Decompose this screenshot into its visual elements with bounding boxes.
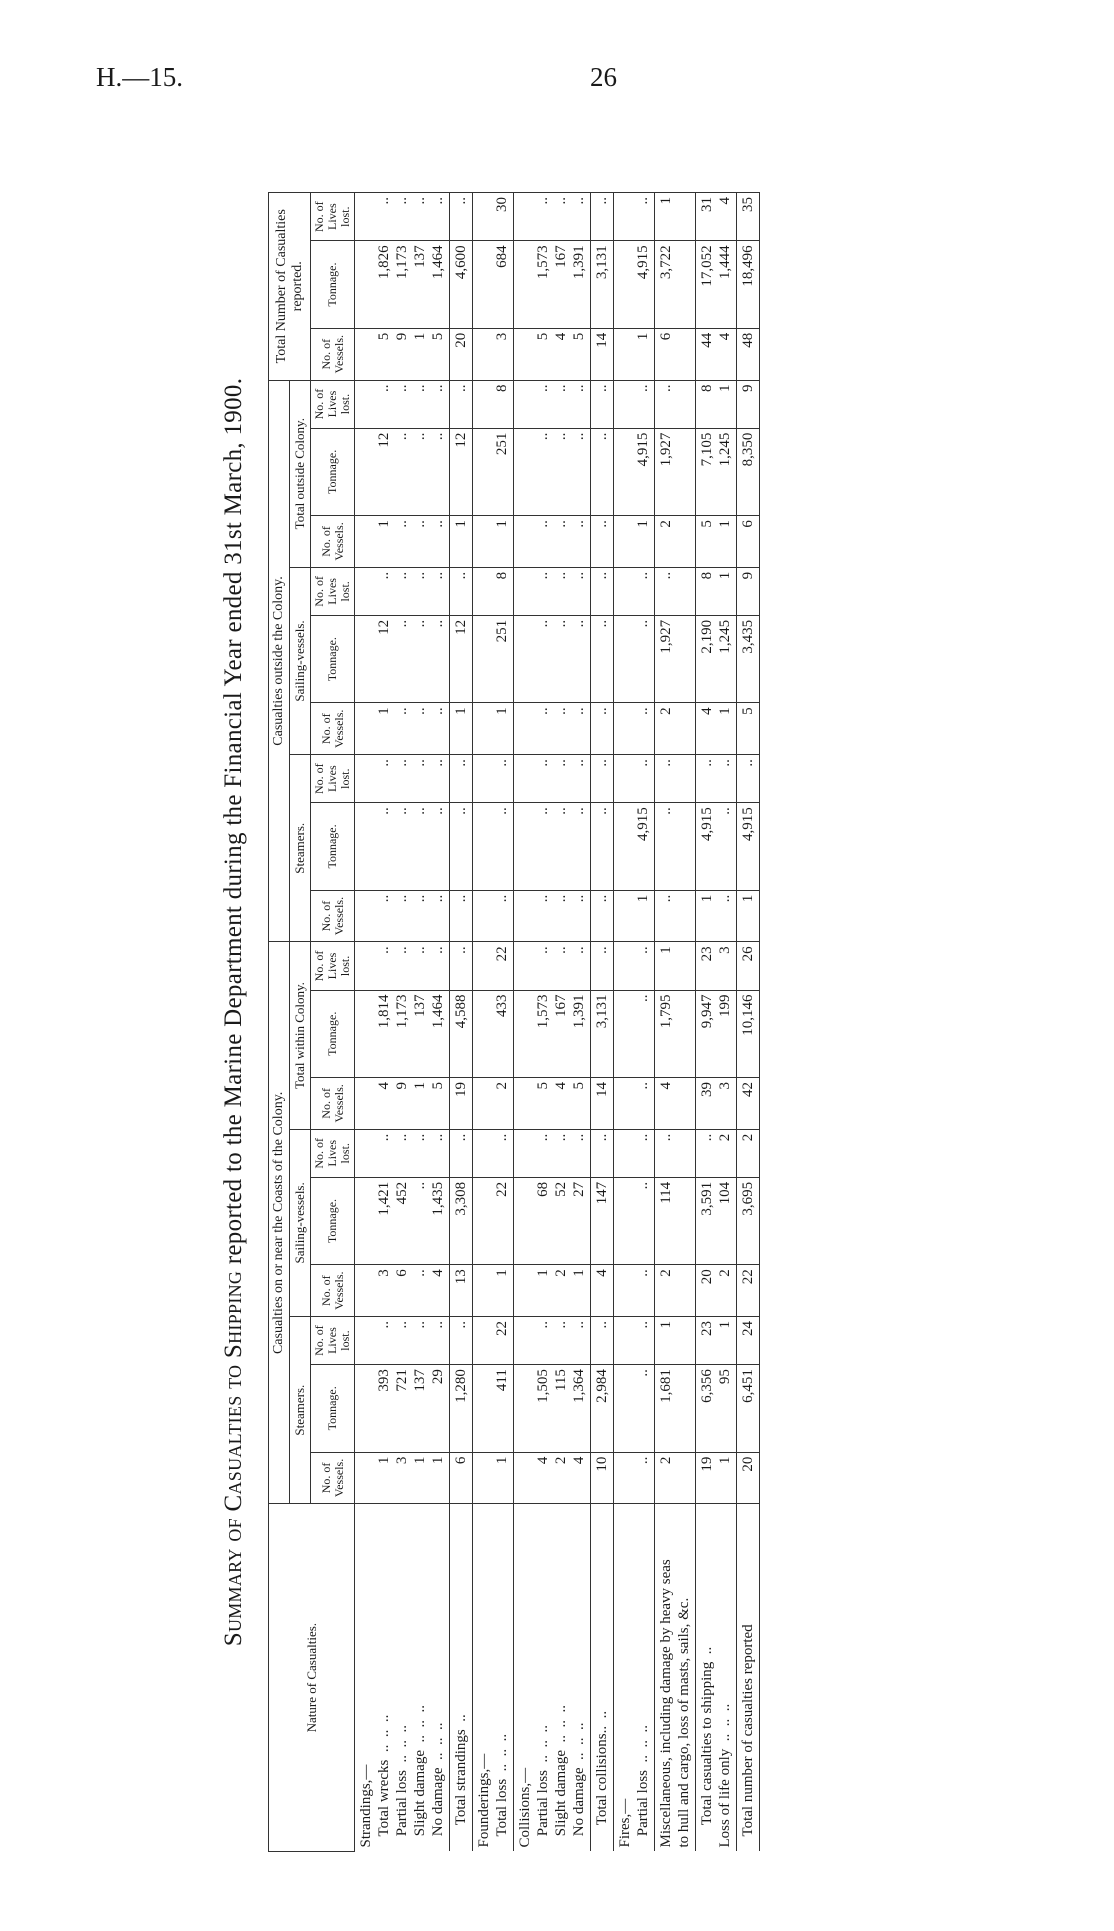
table-cell: 2,984 bbox=[591, 1365, 614, 1452]
table-cell: 30 bbox=[473, 193, 514, 241]
row-label: Total number of casualties reported bbox=[737, 1504, 760, 1852]
table-cell: 5 4 5 bbox=[514, 328, 591, 380]
table-cell: 68 52 27 bbox=[514, 1177, 591, 1264]
table-row bbox=[696, 193, 737, 1852]
table-row bbox=[655, 193, 696, 1852]
table-cell: .. bbox=[591, 516, 614, 568]
table-cell: 2 bbox=[655, 1452, 696, 1504]
table-cell: 1 bbox=[614, 328, 655, 380]
table-cell: 5 bbox=[737, 703, 760, 755]
table-cell: .. .. .. .. bbox=[355, 942, 450, 990]
table-cell: .. bbox=[591, 755, 614, 803]
table-cell: 1 bbox=[655, 942, 696, 990]
table-cell: 6,356 95 bbox=[696, 1365, 737, 1452]
table-cell: 1 .. .. .. bbox=[355, 516, 450, 568]
table-cell: .. bbox=[473, 755, 514, 803]
col-tonnage: Tonnage. bbox=[311, 428, 355, 515]
table-cell: 1 3 1 1 bbox=[355, 1452, 450, 1504]
table-cell: .. bbox=[614, 755, 655, 803]
table-cell: 8 1 bbox=[696, 567, 737, 615]
table-cell: 26 bbox=[737, 942, 760, 990]
table-cell: 1 bbox=[473, 1265, 514, 1317]
table-cell: 3 bbox=[473, 328, 514, 380]
table-cell: 1 2 1 bbox=[514, 1265, 591, 1317]
table-cell: 3,591 104 bbox=[696, 1177, 737, 1264]
table-cell: .. bbox=[591, 1129, 614, 1177]
table-cell: .. bbox=[614, 193, 655, 241]
table-cell: 1 .. .. .. bbox=[355, 703, 450, 755]
table-cell: .. bbox=[591, 380, 614, 428]
col-tonnage: Tonnage. bbox=[311, 1177, 355, 1264]
col-tonnage: Tonnage. bbox=[311, 1365, 355, 1452]
table-cell: 2 bbox=[737, 1129, 760, 1177]
table-cell: 18,496 bbox=[737, 241, 760, 328]
table-cell: 3,722 bbox=[655, 241, 696, 328]
table-cell: 4,915 .. bbox=[696, 803, 737, 890]
col-tonnage: Tonnage. bbox=[311, 241, 355, 328]
table-cell: .. bbox=[591, 942, 614, 990]
table-cell: .. .. .. .. bbox=[355, 890, 450, 942]
table-cell: 2 bbox=[655, 516, 696, 568]
table-cell: .. bbox=[450, 567, 473, 615]
table-cell: 9,947 199 bbox=[696, 990, 737, 1077]
table-cell: .. bbox=[655, 380, 696, 428]
on-steamers-header: Steamers. bbox=[290, 1317, 311, 1504]
table-cell: .. bbox=[450, 1129, 473, 1177]
table-cell: 9 bbox=[737, 567, 760, 615]
table-cell: 1 bbox=[614, 516, 655, 568]
row-label: Total strandings .. bbox=[450, 1504, 473, 1852]
table-cell: 4 bbox=[591, 1265, 614, 1317]
table-cell: 1 .. bbox=[696, 890, 737, 942]
table-cell: 1,573 167 1,391 bbox=[514, 241, 591, 328]
col-vessels: No. of Vessels. bbox=[311, 703, 355, 755]
title-letter-s: S bbox=[220, 1632, 247, 1647]
table-cell: 6 bbox=[655, 328, 696, 380]
table-cell: 4,915 bbox=[614, 241, 655, 328]
table-cell: .. .. .. bbox=[514, 890, 591, 942]
table-cell: 251 bbox=[473, 615, 514, 702]
row-label: Miscellaneous, including damage by heavy seas to hull and cargo, loss of masts, sails, &c. bbox=[655, 1504, 696, 1852]
table-cell: .. bbox=[591, 567, 614, 615]
table-cell: .. bbox=[614, 942, 655, 990]
table-cell: 12 .. .. .. bbox=[355, 428, 450, 515]
table-cell: .. bbox=[614, 703, 655, 755]
table-cell: 10 bbox=[591, 1452, 614, 1504]
table-cell: .. bbox=[450, 890, 473, 942]
table-cell: 39 3 bbox=[696, 1077, 737, 1129]
table-cell: 17,052 1,444 bbox=[696, 241, 737, 328]
table-cell: .. bbox=[473, 890, 514, 942]
casualties-table bbox=[268, 192, 760, 1852]
table-cell: 44 4 bbox=[696, 328, 737, 380]
table-cell: .. bbox=[591, 803, 614, 890]
table-cell: .. .. .. .. bbox=[355, 1129, 450, 1177]
table-cell: .. bbox=[450, 755, 473, 803]
table-cell: .. .. .. .. bbox=[355, 755, 450, 803]
out-sailing-header: Sailing-vessels. bbox=[290, 567, 311, 754]
table-cell: 6,451 bbox=[737, 1365, 760, 1452]
table-cell: 22 bbox=[473, 1177, 514, 1264]
table-cell: 22 bbox=[473, 1317, 514, 1365]
table-cell: 2,190 1,245 bbox=[696, 615, 737, 702]
table-row bbox=[473, 193, 514, 1852]
table-cell: 19 1 bbox=[696, 1452, 737, 1504]
table-cell: .. bbox=[655, 803, 696, 890]
table-cell: 8 bbox=[473, 380, 514, 428]
title-word-summary: ummary of bbox=[220, 1511, 247, 1633]
table-cell: 684 bbox=[473, 241, 514, 328]
table-cell: .. bbox=[591, 1317, 614, 1365]
col-lives: No. of Lives lost. bbox=[311, 1317, 355, 1365]
table-cell: .. .. .. bbox=[514, 615, 591, 702]
table-cell: .. .. .. bbox=[514, 428, 591, 515]
table-cell: 9 bbox=[737, 380, 760, 428]
on-sailing-header: Sailing-vessels. bbox=[290, 1129, 311, 1316]
table-cell: .. bbox=[614, 615, 655, 702]
col-tonnage: Tonnage. bbox=[311, 990, 355, 1077]
page-number: 26 bbox=[590, 62, 617, 92]
table-cell: 114 bbox=[655, 1177, 696, 1264]
title-word-casualties: asualties to bbox=[220, 1358, 247, 1495]
table-cell: 14 bbox=[591, 1077, 614, 1129]
table-cell: 3,131 bbox=[591, 990, 614, 1077]
table-cell: 1,421 452 .. 1,435 bbox=[355, 1177, 450, 1264]
title-word-shipping: hipping bbox=[220, 1270, 247, 1344]
table-cell: .. .. .. bbox=[514, 803, 591, 890]
table-cell: 1,280 bbox=[450, 1365, 473, 1452]
col-vessels: No. of Vessels. bbox=[311, 516, 355, 568]
table-cell: 251 bbox=[473, 428, 514, 515]
table-row bbox=[355, 193, 450, 1852]
row-label: Strandings,— Total wrecks .. .. .. Partial loss .. .. .. Slight damage .. .. .. No damage .. .. .. bbox=[355, 1504, 450, 1852]
table-cell: .. bbox=[614, 1077, 655, 1129]
table-cell: 1 bbox=[655, 1317, 696, 1365]
title-letter-c: C bbox=[220, 1494, 247, 1512]
table-cell: 5 4 5 bbox=[514, 1077, 591, 1129]
table-cell: .. bbox=[450, 942, 473, 990]
col-tonnage: Tonnage. bbox=[311, 615, 355, 702]
table-cell: 1 bbox=[473, 516, 514, 568]
table-cell: 3,308 bbox=[450, 1177, 473, 1264]
table-row bbox=[737, 193, 760, 1852]
table-cell: 10,146 bbox=[737, 990, 760, 1077]
table-cell: 20 bbox=[450, 328, 473, 380]
table-cell: .. .. .. bbox=[514, 380, 591, 428]
table-cell: .. .. .. bbox=[514, 1317, 591, 1365]
table-cell: 3 6 .. 4 bbox=[355, 1265, 450, 1317]
col-vessels: No. of Vessels. bbox=[311, 1077, 355, 1129]
table-cell: 13 bbox=[450, 1265, 473, 1317]
table-cell: 12 bbox=[450, 615, 473, 702]
table-cell: 4 9 1 5 bbox=[355, 1077, 450, 1129]
table-cell: 19 bbox=[450, 1077, 473, 1129]
table-cell: .. bbox=[655, 890, 696, 942]
table-cell: 1 bbox=[737, 890, 760, 942]
table-cell: .. bbox=[591, 428, 614, 515]
table-cell: 4,915 bbox=[614, 803, 655, 890]
table-cell: 2 bbox=[473, 1077, 514, 1129]
row-label: Total collisions.. .. bbox=[591, 1504, 614, 1852]
table-cell: 1 bbox=[473, 1452, 514, 1504]
table-cell: .. .. .. bbox=[514, 1129, 591, 1177]
table-title bbox=[220, 162, 248, 1862]
table-cell: 42 bbox=[737, 1077, 760, 1129]
table-row bbox=[514, 193, 591, 1852]
table-cell: .. .. .. bbox=[514, 516, 591, 568]
table-cell: .. .. .. .. bbox=[355, 1317, 450, 1365]
table-cell: 4,915 bbox=[614, 428, 655, 515]
table-cell: 1,826 1,173 137 1,464 bbox=[355, 241, 450, 328]
table-cell: .. bbox=[591, 890, 614, 942]
table-cell: 2 bbox=[655, 703, 696, 755]
col-lives: No. of Lives lost. bbox=[311, 193, 355, 241]
table-cell: 433 bbox=[473, 990, 514, 1077]
table-cell: 1,927 bbox=[655, 615, 696, 702]
table-cell: 5 1 bbox=[696, 516, 737, 568]
table-cell: 14 bbox=[591, 328, 614, 380]
table-cell: 3,435 bbox=[737, 615, 760, 702]
table-cell: 35 bbox=[737, 193, 760, 241]
table-cell: 23 3 bbox=[696, 942, 737, 990]
table-cell: 8 1 bbox=[696, 380, 737, 428]
table-cell: .. bbox=[450, 1317, 473, 1365]
table-cell: .. .. .. bbox=[514, 703, 591, 755]
table-cell: .. .. .. bbox=[514, 755, 591, 803]
col-vessels: No. of Vessels. bbox=[311, 890, 355, 942]
table-cell: 1,681 bbox=[655, 1365, 696, 1452]
table-row bbox=[450, 193, 473, 1852]
table-cell: 4,588 bbox=[450, 990, 473, 1077]
title-letter-s2: S bbox=[220, 1343, 247, 1359]
table-cell: 20 bbox=[737, 1452, 760, 1504]
table-cell: 1 bbox=[473, 703, 514, 755]
table-cell: .. .. bbox=[696, 755, 737, 803]
table-cell: 1,927 bbox=[655, 428, 696, 515]
table-cell: .. bbox=[450, 380, 473, 428]
table-cell: .. bbox=[450, 803, 473, 890]
table-row bbox=[591, 193, 614, 1852]
table-cell: .. bbox=[591, 615, 614, 702]
table-cell: .. bbox=[655, 567, 696, 615]
table-cell: .. .. .. .. bbox=[355, 380, 450, 428]
table-cell: 5 9 1 5 bbox=[355, 328, 450, 380]
table-cell: .. bbox=[450, 193, 473, 241]
table-cell: .. bbox=[655, 755, 696, 803]
table-cell: 23 1 bbox=[696, 1317, 737, 1365]
table-body bbox=[355, 193, 760, 1852]
table-cell: 4,600 bbox=[450, 241, 473, 328]
table-cell: 8,350 bbox=[737, 428, 760, 515]
table-cell: .. bbox=[591, 703, 614, 755]
outside-colony-header: Casualties outside the Colony. bbox=[269, 380, 290, 942]
total-reported-header: Total Number of Casualties reported. bbox=[269, 193, 311, 381]
table-cell: 4 2 4 bbox=[514, 1452, 591, 1504]
table-cell: 1,795 bbox=[655, 990, 696, 1077]
table-cell: .. bbox=[614, 1365, 655, 1452]
table-cell: 7,105 1,245 bbox=[696, 428, 737, 515]
table-cell: 1 bbox=[450, 703, 473, 755]
nature-header: Nature of Casualties. bbox=[269, 1504, 355, 1852]
table-cell: 31 4 bbox=[696, 193, 737, 241]
table-cell: 6 bbox=[737, 516, 760, 568]
table-cell: .. .. .. .. bbox=[355, 193, 450, 241]
table-cell: 411 bbox=[473, 1365, 514, 1452]
table-cell: 1 bbox=[655, 193, 696, 241]
table-cell: .. .. .. .. bbox=[355, 803, 450, 890]
title-tail: reported to the Marine Department during the Financial Year ended 31st March, 1900. bbox=[220, 377, 247, 1271]
table-cell: 147 bbox=[591, 1177, 614, 1264]
table-cell: 1,505 115 1,364 bbox=[514, 1365, 591, 1452]
table-cell: 4,915 bbox=[737, 803, 760, 890]
total-within-header: Total within Colony. bbox=[290, 942, 311, 1129]
table-cell: .. bbox=[614, 1452, 655, 1504]
table-cell: 24 bbox=[737, 1317, 760, 1365]
on-coasts-header: Casualties on or near the Coasts of the Colony. bbox=[269, 942, 290, 1504]
table-cell: .. bbox=[655, 1129, 696, 1177]
table-cell: 4 1 bbox=[696, 703, 737, 755]
table-cell: 12 bbox=[450, 428, 473, 515]
row-label: Collisions,— Partial loss .. .. .. Slight damage .. .. .. No damage .. .. .. bbox=[514, 1504, 591, 1852]
table-cell: .. bbox=[737, 755, 760, 803]
row-label: Total casualties to shipping .. Loss of life only .. .. .. bbox=[696, 1504, 737, 1852]
col-vessels: No. of Vessels. bbox=[311, 1265, 355, 1317]
table-cell: 22 bbox=[473, 942, 514, 990]
table-cell: 1,573 167 1,391 bbox=[514, 990, 591, 1077]
table-cell: 1,814 1,173 137 1,464 bbox=[355, 990, 450, 1077]
table-cell: .. .. .. bbox=[514, 567, 591, 615]
table-cell: 6 bbox=[450, 1452, 473, 1504]
row-label: Fires,— Partial loss .. .. .. bbox=[614, 1504, 655, 1852]
table-cell: 48 bbox=[737, 328, 760, 380]
col-vessels: No. of Vessels. bbox=[311, 1452, 355, 1504]
table-cell: 1 bbox=[614, 890, 655, 942]
table-cell: 8 bbox=[473, 567, 514, 615]
report-reference: H.—15. bbox=[96, 62, 183, 92]
col-lives: No. of Lives lost. bbox=[311, 942, 355, 990]
table-cell: 3,695 bbox=[737, 1177, 760, 1264]
table-cell: .. bbox=[614, 567, 655, 615]
col-vessels: No. of Vessels. bbox=[311, 328, 355, 380]
table-cell: .. bbox=[591, 193, 614, 241]
col-tonnage: Tonnage. bbox=[311, 803, 355, 890]
col-lives: No. of Lives lost. bbox=[311, 755, 355, 803]
rotated-summary-table-region bbox=[206, 162, 1086, 1862]
table-cell: 22 bbox=[737, 1265, 760, 1317]
table-cell: .. .. .. bbox=[514, 193, 591, 241]
table-cell: .. bbox=[473, 803, 514, 890]
col-lives: No. of Lives lost. bbox=[311, 567, 355, 615]
table-cell: .. bbox=[614, 1317, 655, 1365]
table-cell: .. bbox=[614, 1265, 655, 1317]
table-cell: .. bbox=[614, 1129, 655, 1177]
table-cell: .. bbox=[473, 1129, 514, 1177]
table-row bbox=[614, 193, 655, 1852]
out-steamers-header: Steamers. bbox=[290, 755, 311, 942]
table-cell: 20 2 bbox=[696, 1265, 737, 1317]
table-cell: .. bbox=[614, 1177, 655, 1264]
table-cell: 1 bbox=[450, 516, 473, 568]
table-cell: .. .. .. .. bbox=[355, 567, 450, 615]
row-label: Founderings,— Total loss .. .. .. bbox=[473, 1504, 514, 1852]
table-cell: .. bbox=[614, 990, 655, 1077]
table-cell: 4 bbox=[655, 1077, 696, 1129]
table-cell: 12 .. .. .. bbox=[355, 615, 450, 702]
table-cell: 3,131 bbox=[591, 241, 614, 328]
col-lives: No. of Lives lost. bbox=[311, 1129, 355, 1177]
table-cell: .. .. .. bbox=[514, 942, 591, 990]
table-cell: 393 721 137 29 bbox=[355, 1365, 450, 1452]
total-outside-header: Total outside Colony. bbox=[290, 380, 311, 567]
table-cell: .. bbox=[614, 380, 655, 428]
table-cell: .. 2 bbox=[696, 1129, 737, 1177]
col-lives: No. of Lives lost. bbox=[311, 380, 355, 428]
table-cell: 2 bbox=[655, 1265, 696, 1317]
